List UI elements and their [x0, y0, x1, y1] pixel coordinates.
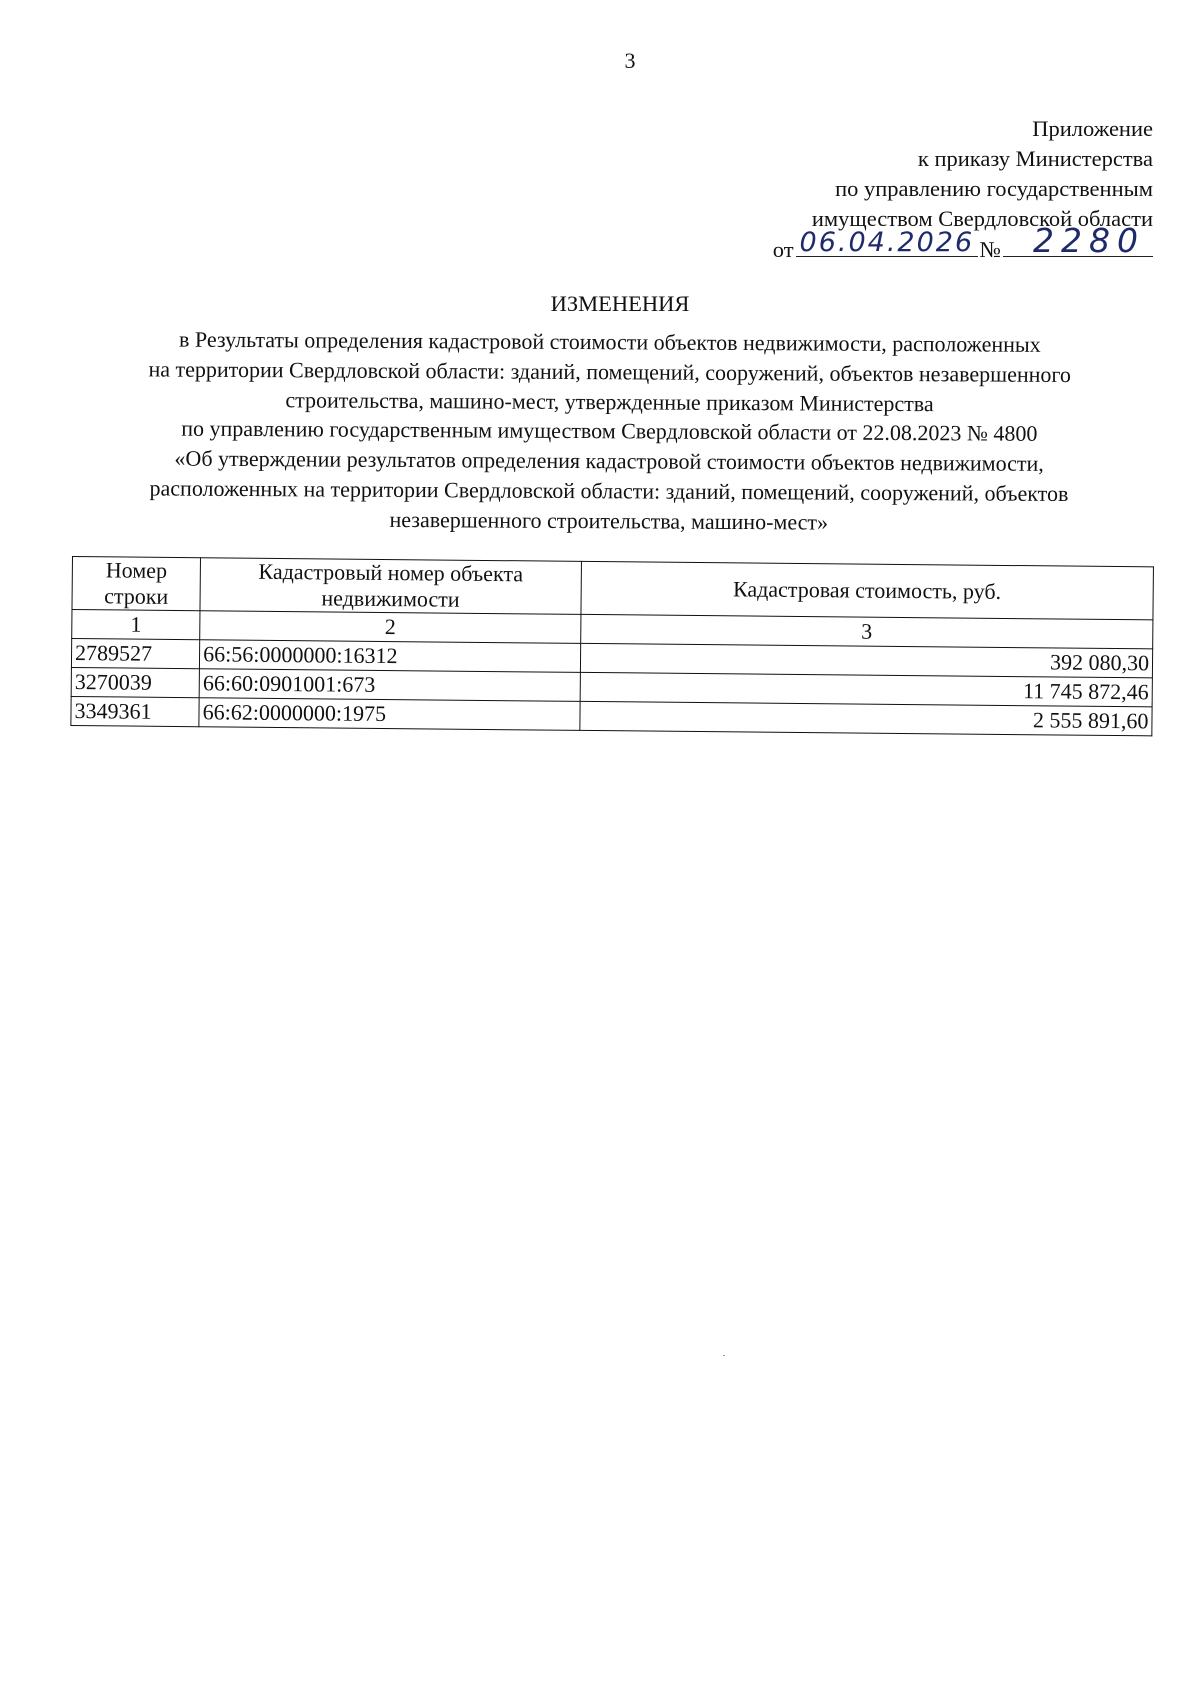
subtitle-line: «Об утверждении результатов определения кадастровой стоимости объектов недвижимости,: [174, 445, 1044, 477]
header-cadastral-value: Кадастровая стоимость, руб.: [581, 561, 1154, 619]
handwritten-date: 06.04.2026: [799, 227, 975, 258]
cadastral-value-cell: 2 555 891,60: [580, 701, 1153, 735]
subtitle-line: незавершенного строительства, машино-мест»: [389, 506, 829, 535]
cadastral-number-cell: 66:62:0000000:1975: [199, 698, 580, 731]
document-subtitle: [79, 324, 1140, 539]
order-date-number-line: [772, 221, 1155, 264]
cadastral-value-cell: 11 745 872,46: [580, 672, 1153, 706]
cadastral-value-cell: 392 080,30: [580, 643, 1153, 677]
number-field: [1003, 221, 1153, 260]
date-prefix: от: [772, 237, 794, 262]
handwritten-number: 2280: [1033, 221, 1145, 260]
subtitle-line: по управлению государственным имуществом Свердловской области от 22.08.2023 № 4800: [181, 416, 1038, 447]
appendix-line: имуществом Свердловской области: [811, 206, 1153, 231]
scan-speck: [723, 1355, 725, 1356]
column-number: 2: [200, 611, 581, 644]
row-number-cell: 2789527: [71, 639, 199, 669]
cadastral-number-cell: 66:56:0000000:16312: [200, 640, 581, 673]
appendix-line: к приказу Министерства: [917, 146, 1153, 171]
cadastral-number-cell: 66:60:0901001:673: [199, 669, 580, 702]
document-title: ИЗМЕНЕНИЯ: [550, 291, 690, 316]
subtitle-line: в Результаты определения кадастровой стоимости объектов недвижимости, расположенных: [179, 326, 1041, 357]
subtitle-line: строительства, машино-мест, утвержденные приказом Министерства: [285, 386, 934, 416]
appendix-line: Приложение: [1032, 116, 1153, 141]
number-prefix: №: [979, 237, 1001, 262]
subtitle-line: на территории Свердловской области: зданий, помещений, сооружений, объектов незавершенного: [148, 356, 1071, 387]
page-number: 3: [624, 48, 636, 73]
row-number-cell: 3349361: [71, 696, 199, 726]
header-cadastral-number: Кадастровый номер объекта недвижимости: [200, 558, 581, 615]
header-row-number: Номер строки: [72, 557, 201, 611]
date-field: [796, 227, 978, 258]
column-number: 1: [72, 610, 200, 640]
cadastral-value-table: [70, 556, 1154, 736]
appendix-block: [633, 114, 1153, 234]
subtitle-line: расположенных на территории Свердловской области: зданий, помещений, сооружений, объектов: [149, 475, 1069, 507]
column-number: 3: [580, 614, 1153, 648]
row-number-cell: 3270039: [71, 667, 199, 697]
appendix-line: по управлению государственным: [835, 176, 1153, 201]
